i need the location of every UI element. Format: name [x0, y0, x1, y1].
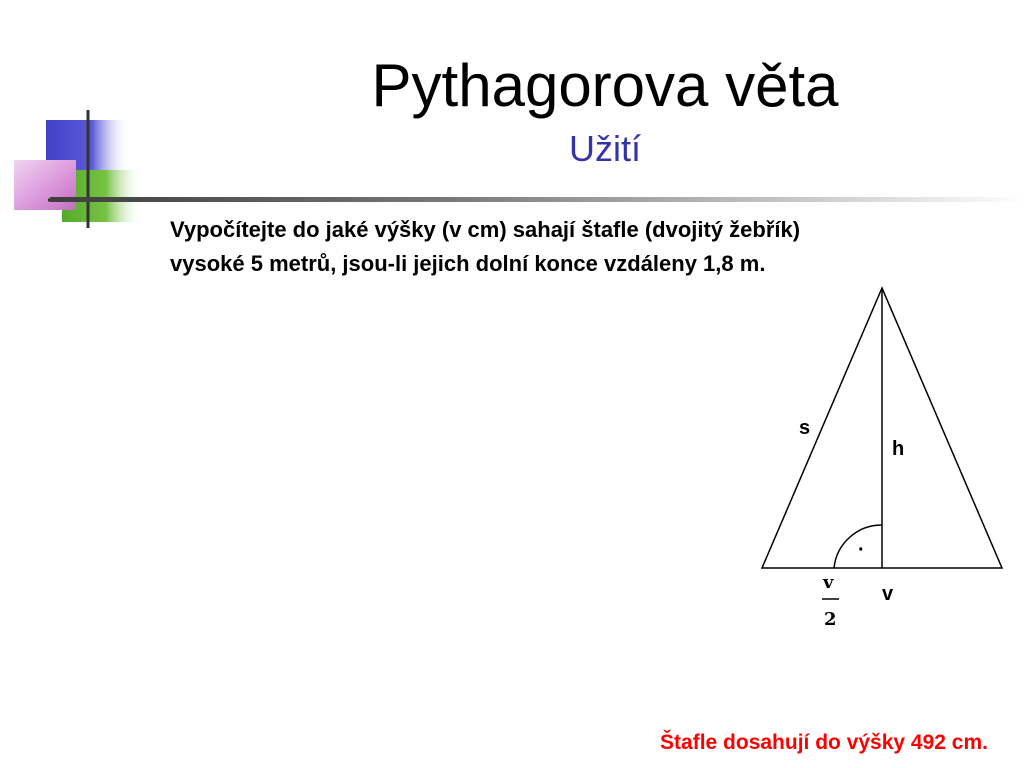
- task-line-1: Vypočítejte do jaké výšky (v cm) sahají štafle (dvojitý žebřík): [170, 217, 801, 242]
- slide-title: Pythagorova věta: [371, 52, 839, 119]
- ladder-triangle-diagram: [740, 280, 1020, 640]
- task-line-2: vysoké 5 metrů, jsou-li jejich dolní konce vzdáleny 1,8 m.: [170, 251, 766, 276]
- label-base-v: v: [882, 583, 894, 605]
- slide-subtitle: Užití: [569, 128, 641, 169]
- answer-text: Štafle dosahují do výšky 492 cm.: [660, 731, 988, 754]
- label-half-denominator: 2: [824, 609, 837, 630]
- pink-square: [14, 160, 76, 210]
- label-side-s: s: [799, 417, 811, 439]
- task-text: [170, 213, 1010, 281]
- decorative-squares: [0, 100, 160, 240]
- title-divider: [50, 197, 1024, 202]
- right-angle-dot: ·: [858, 539, 865, 561]
- label-height-h: h: [892, 438, 905, 460]
- label-half-numerator: v: [823, 572, 834, 593]
